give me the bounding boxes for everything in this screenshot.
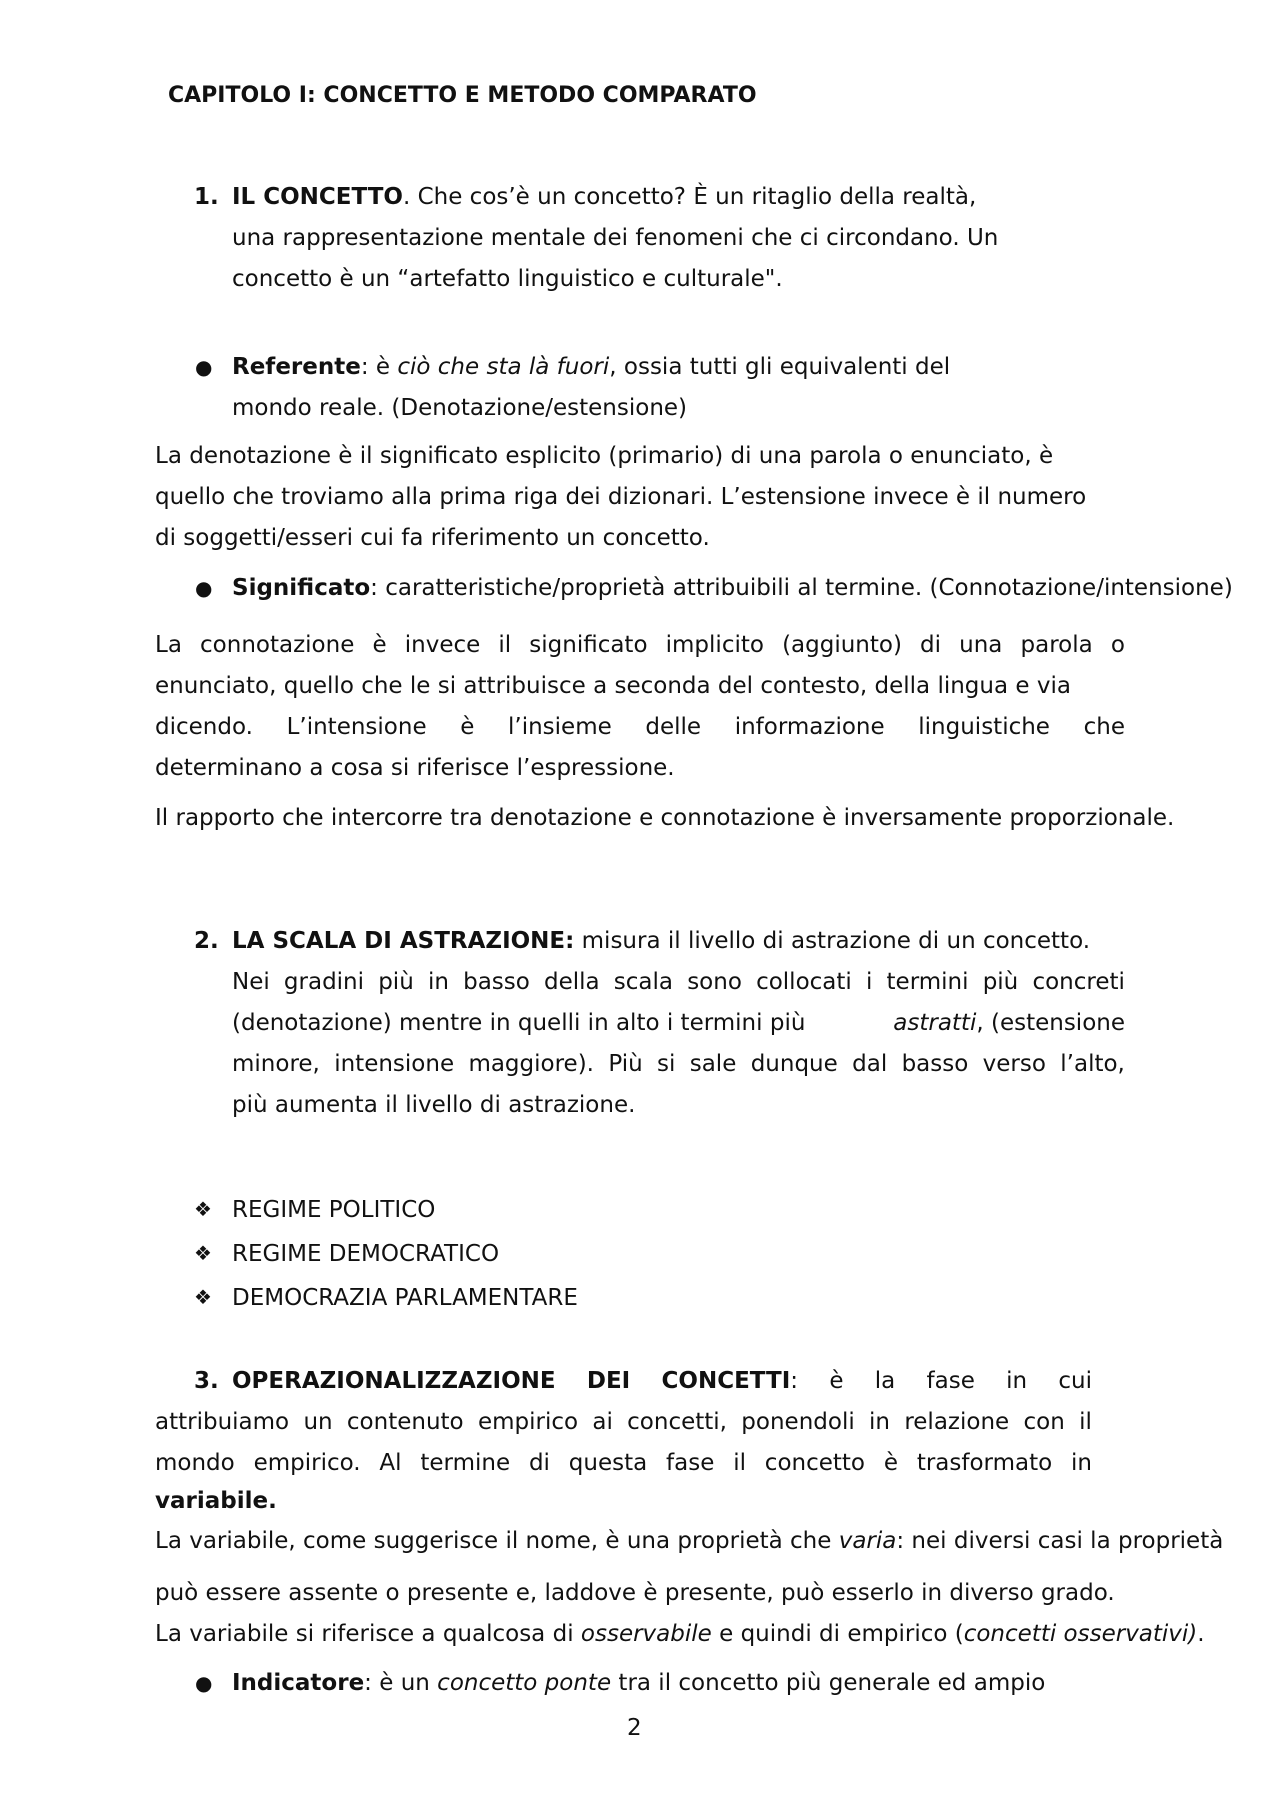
section-3-title-2: DEI: [586, 1368, 631, 1394]
word: Nei: [232, 969, 270, 995]
word: della: [544, 969, 600, 995]
word: verso: [982, 1051, 1046, 1077]
word: La: [155, 632, 182, 658]
section-2-line-4: [232, 1053, 1125, 1076]
word: ai: [592, 1409, 613, 1435]
word: è: [883, 1450, 898, 1476]
word: di: [920, 632, 942, 658]
section-1-title: IL CONCETTO: [232, 184, 403, 210]
word: informazione: [734, 714, 885, 740]
word: è: [372, 632, 387, 658]
word: connotazione: [200, 632, 355, 658]
word: dicendo.: [155, 714, 253, 740]
black-circle-icon: ●: [195, 355, 213, 379]
referente-term: Referente: [232, 354, 361, 380]
referente-rest: , ossia tutti gli equivalenti del: [609, 354, 951, 380]
word: più: [378, 969, 414, 995]
section-2-number: 2.: [194, 928, 219, 954]
word: più: [982, 969, 1019, 995]
indicatore-rest: tra il concetto più generale ed ampio: [611, 1670, 1046, 1696]
word: dal: [852, 1051, 888, 1077]
four-diamond-icon: ❖: [194, 1285, 212, 1309]
word: è: [460, 714, 475, 740]
word: l’insieme: [508, 714, 612, 740]
word: contenuto: [346, 1409, 464, 1435]
word: in: [427, 969, 449, 995]
variabile-line-3-mid: e quindi di empirico (: [719, 1621, 964, 1647]
word: significato: [529, 632, 648, 658]
variabile-line-1-pre: La variabile, come suggerisce il nome, è una proprietà che: [155, 1528, 832, 1554]
section-2-line-5: più aumenta il livello di astrazione.: [232, 1092, 636, 1118]
section-1-line-3: concetto è un “artefatto linguistico e culturale".: [232, 266, 783, 292]
word: questa: [568, 1450, 648, 1476]
word: il: [733, 1450, 746, 1476]
word: Al: [379, 1450, 402, 1476]
variabile-line-1: [155, 1530, 1223, 1553]
scala-item-2: REGIME DEMOCRATICO: [232, 1241, 500, 1267]
word: (aggiunto): [782, 632, 902, 658]
word: termini: [886, 969, 969, 995]
referente-line-2: mondo reale. (Denotazione/estensione): [232, 395, 688, 421]
section-3-number: 3.: [194, 1368, 219, 1394]
connotazione-line-4: determinano a cosa si riferisce l’espressione.: [155, 755, 675, 781]
section-2-title: LA SCALA DI ASTRAZIONE:: [232, 928, 575, 954]
four-diamond-icon: ❖: [194, 1197, 212, 1221]
word: il: [498, 632, 512, 658]
section-2-line-3-post: , (estensione: [976, 1010, 1125, 1036]
section-2-line-3-pre: (denotazione) mentre in quelli in alto i termini più: [232, 1010, 806, 1036]
word: delle: [645, 714, 702, 740]
word: scala: [613, 969, 674, 995]
section-3-title-1: OPERAZIONALIZZAZIONE: [232, 1368, 556, 1394]
referente-line-1: [232, 356, 950, 379]
denotazione-line-3: di soggetti/esseri cui fa riferimento un concetto.: [155, 525, 710, 551]
variabile-line-3-italic-1: osservabile: [580, 1621, 712, 1647]
chapter-title: CAPITOLO I: CONCETTO E METODO COMPARATO: [168, 83, 757, 108]
word: invece: [404, 632, 481, 658]
significato-line: [232, 577, 1233, 600]
variabile-line-1-post: : nei diversi casi la proprietà: [896, 1528, 1224, 1554]
word: linguistiche: [918, 714, 1050, 740]
word: che: [1083, 714, 1125, 740]
word: implicito: [665, 632, 764, 658]
word: sale: [689, 1051, 737, 1077]
section-2-line-3-tail: [893, 1012, 1125, 1035]
word: con: [1023, 1409, 1065, 1435]
word: in: [869, 1409, 891, 1435]
section-1-line-2: una rappresentazione mentale dei fenomeni che ci circondano. Un: [232, 225, 999, 251]
word: sono: [687, 969, 742, 995]
word: gradini: [283, 969, 365, 995]
word: i: [865, 969, 873, 995]
indicatore-line: [232, 1672, 1045, 1695]
section-1-number: 1.: [194, 184, 219, 210]
section-2-line-1-text: misura il livello di astrazione di un concetto.: [574, 928, 1091, 954]
word: in: [1071, 1450, 1092, 1476]
word: fase: [666, 1450, 715, 1476]
variabile-line-1-italic: varia: [838, 1528, 897, 1554]
word: empirico: [477, 1409, 579, 1435]
word: l’alto,: [1060, 1051, 1125, 1077]
word: empirico.: [253, 1450, 361, 1476]
word: o: [1110, 632, 1125, 658]
section-2-line-3-italic: astratti: [893, 1010, 977, 1036]
indicatore-italic: concetto ponte: [437, 1670, 612, 1696]
word: parola: [1020, 632, 1093, 658]
word: intensione: [334, 1051, 455, 1077]
word: basso: [901, 1051, 969, 1077]
word: concetti,: [627, 1409, 727, 1435]
connotazione-line-2: enunciato, quello che le si attribuisce a seconda del contesto, della lingua e via: [155, 673, 1071, 699]
section-2-line-3: [232, 1012, 1125, 1035]
section-2-line-1: [232, 930, 1090, 953]
connotazione-line-3: [155, 716, 1125, 739]
denotazione-line-1: La denotazione è il significato esplicito (primario) di una parola o enunciato, è: [155, 443, 1054, 469]
page-number: 2: [627, 1715, 642, 1741]
black-circle-icon: ●: [195, 1671, 213, 1695]
variabile-line-3-end: .: [1197, 1621, 1205, 1647]
referente-italic: ciò che sta là fuori: [397, 354, 610, 380]
variabile-line-2: può essere assente o presente e, laddove è presente, può esserlo in diverso grado.: [155, 1580, 1115, 1606]
word: termine: [420, 1450, 511, 1476]
word: dunque: [750, 1051, 838, 1077]
connotazione-line-1: [155, 634, 1125, 657]
word: concetto: [764, 1450, 865, 1476]
word: di: [528, 1450, 550, 1476]
section-2-line-2: [232, 971, 1125, 994]
word: il: [1079, 1409, 1092, 1435]
four-diamond-icon: ❖: [194, 1241, 212, 1265]
section-3-line-2: [155, 1411, 1092, 1434]
scala-item-1: REGIME POLITICO: [232, 1197, 436, 1223]
word: Più: [608, 1051, 643, 1077]
word: collocati: [756, 969, 852, 995]
section-3-title-3: CONCETTI:: [661, 1368, 799, 1394]
word: concreti: [1032, 969, 1125, 995]
denotazione-line-2: quello che troviamo alla prima riga dei dizionari. L’estensione invece è il numero: [155, 484, 1087, 510]
word: attribuiamo: [155, 1409, 290, 1435]
black-circle-icon: ●: [195, 576, 213, 600]
section-1-line-1-text: . Che cos’è un concetto? È un ritaglio della realtà,: [402, 184, 977, 210]
word: mondo: [155, 1450, 235, 1476]
word: L’intensione: [286, 714, 427, 740]
word: minore,: [232, 1051, 320, 1077]
word: una: [959, 632, 1003, 658]
word: trasformato: [916, 1450, 1053, 1476]
word: basso: [463, 969, 530, 995]
indicatore-pre: : è un: [364, 1670, 438, 1696]
word: un: [303, 1409, 333, 1435]
rapporto-line: Il rapporto che intercorre tra denotazione e connotazione è inversamente proporzionale.: [155, 805, 1175, 831]
section-3-line-1: OPERAZIONALIZZAZIONE DEI CONCETTI: è la fase in cui: [232, 1368, 1092, 1394]
section-3-line-4: variabile.: [155, 1488, 277, 1514]
indicatore-term: Indicatore: [232, 1670, 365, 1696]
variabile-line-3: [155, 1623, 1205, 1646]
section-3-line-3: [155, 1452, 1092, 1475]
variabile-line-3-italic-2: concetti osservativi): [963, 1621, 1198, 1647]
significato-text: : caratteristiche/proprietà attribuibili al termine. (Connotazione/intensione): [370, 575, 1233, 601]
scala-item-3: DEMOCRAZIA PARLAMENTARE: [232, 1285, 578, 1311]
referente-text: : è: [360, 354, 398, 380]
variabile-line-3-pre: La variabile si riferisce a qualcosa di: [155, 1621, 574, 1647]
section-1-line-1: [232, 186, 976, 209]
word: si: [657, 1051, 676, 1077]
word: maggiore).: [468, 1051, 594, 1077]
word: ponendoli: [741, 1409, 855, 1435]
significato-term: Significato: [232, 575, 371, 601]
word: relazione: [904, 1409, 1010, 1435]
